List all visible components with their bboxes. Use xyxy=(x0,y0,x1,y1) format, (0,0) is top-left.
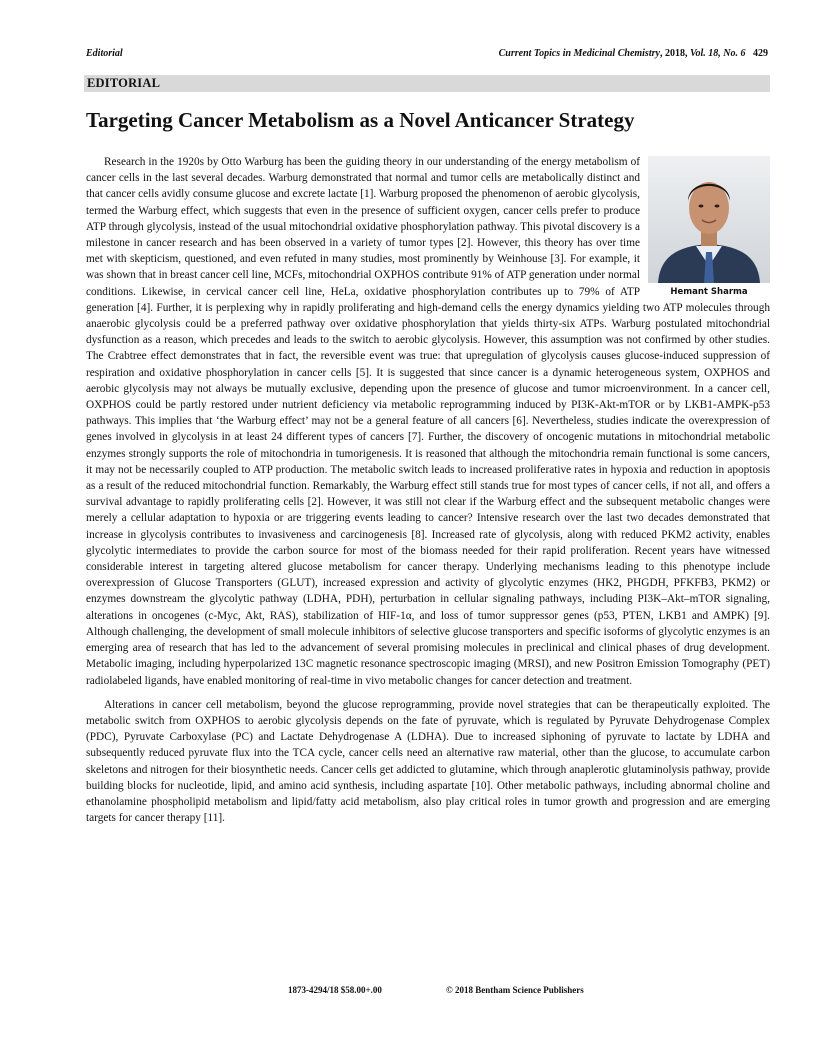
footer-copyright: © 2018 Bentham Science Publishers xyxy=(446,985,584,995)
journal-volume: Vol. 18, No. 6 xyxy=(689,48,746,59)
author-portrait-image xyxy=(648,156,770,283)
section-label: EDITORIAL xyxy=(87,76,161,90)
section-bar xyxy=(84,75,770,92)
author-photo xyxy=(648,156,770,298)
journal-name: Current Topics in Medicinal Chemistry xyxy=(498,48,660,59)
article-body xyxy=(86,154,770,834)
body-paragraph-2: Alterations in cancer cell metabolism, beyond the glucose reprogramming, provide novel strategies that can be therapeutically exploited. The metabolic switch from OXPHOS to aerobic glycolysis depends on the fate of pyruvate, which is regulated by Pyruvate Dehydrogenase Complex (PDC), Pyruvate Carboxylase (PC) and Lactate Dehydrogenase A (LDHA). Due to increased siphoning of pyruvate to lactate by LDHA and subsequently reduced pyruvate flux into the TCA cycle, cancer cells need an alternative raw material, other than the glucose, to accumulate carbon skeletons and nitrogen for their biosynthetic needs. Cancer cells get addicted to glutamine, which through anaplerotic glutaminolysis pathway, provide building blocks for nucleotide, lipid, and amino acid synthesis, including aspartate [10]. Other metabolic pathways, including abnormal choline and ethanolamine phospholipid metabolism and lipid/fatty acid metabolism, also play critical roles in tumor growth and progression and are emerging targets for cancer therapy [11]. xyxy=(86,698,770,825)
running-head-citation: Current Topics in Medicinal Chemistry, 2018, Vol. 18, No. 6 429 xyxy=(498,48,768,59)
page-number: 429 xyxy=(753,48,768,59)
author-photo-caption: Hemant Sharma xyxy=(670,287,748,297)
body-paragraph-1: Research in the 1920s by Otto Warburg has been the guiding theory in our understanding of the energy metabolism of cancer cells in the last several decades. Warburg demonstrated that normal and tumor cells are metabolically distinct and that cancer cells avidly consume glucose and excrete lactate [1]. Warburg proposed the phenomenon of aerobic glycolysis, termed the Warburg effect, which suggests that even in the presence of sufficient oxygen, cancer cells prefer to produce ATP through glycolysis, instead of the usual mitochondrial oxidative phosphorylation pathway. This pivotal discovery is a milestone in cancer research and has been observed in a variety of tumor types [2]. However, this theory has over time met with skepticism, questioned, and even refuted in many studies, most prominently by Weinhouse [3]. For example, it was shown that in breast cancer cell line, MCFs, mitochondrial OXPHOS contribute 91% of ATP generation under normal conditions. Likewise, in cervical cancer cell line, HeLa, oxidative phosphorylation contributes up to 79% of ATP generation [4]. Further, it is perplexing why in rapidly proliferating and high-demand cells the energy dynamics yielding two ATP molecules through anaerobic glycolysis could be a preferred pathway over oxidative phosphorylation that yields thirty-six ATPs. Warburg postulated mitochondrial dysfunction as a reason, which precedes and leads to the switch to aerobic glycolysis. However, this assumption was not confirmed by other studies. The Crabtree effect demonstrates that in fact, the reversible event was true: that upregulation of glycolysis causes glucose-induced suppression of respiration and oxidative phosphorylation in cancer cells [5]. It is suggested that since cancer is a dynamic heterogeneous system, OXPHOS and aerobic glycolysis may not always be mutually exclusive, depending upon the presence of glucose and tumor microenvironment. In a cancer cell, OXPHOS could be partly restored under nutrient deficiency via metabolic reprogramming induced by PI3K-Akt-mTOR or by LKB1-AMPK-p53 pathways. This implies that ‘the Warburg effect’ may not be a general feature of all cancers [6]. Nevertheless, studies indicate the overexpression of genes involved in glycolysis in at least 24 different types of cancers [7]. Further, the discovery of oncogenic mutations in mitochondrial metabolic enzymes strongly supports the role of mitochondria in tumorigenesis. It is reasoned that although the mitochondria remain functional is some cancers, it may not be necessarily coupled to ATP production. The metabolic switch leads to increased proliferative rates in hypoxia and reduction in apoptosis as a result of the reduced mitochondrial function. Remarkably, the Warburg effect still stands true for most types of cancer cells, if not all, and offers a survival advantage to rapidly proliferating cells [2]. However, it was still not clear if the Warburg effect and the subsequent metabolic changes were merely a cellular adaptation to hypoxia or are triggering events leading to cancer? Intensive research over the last two decades demonstrated that increase in glycolysis contributes to invasiveness and carcinogenesis [8]. Increased rate of glycolysis, along with reduced PKM2 activity, enables glycolytic intermediates to provide the carbon source for most of the biomass needed for their rapid proliferation. Recent years have witnessed considerable interest in targeting altered glucose metabolism for cancer therapy. Underlying mechanisms leading to this phenotype include overexpression of Glucose Transporters (GLUT), increased expression and activity of glycolytic enzymes (HK2, PHGDH, PFKFB3, PKM2) or enzymes downstream the glycolytic pathway (LDHA, PDH), perturbation in cellular signaling pathways, including PI3K–Akt–mTOR signaling, alterations in oncogenes (c-Myc, Akt, RAS), stabilization of HIF-1α, and loss of tumor suppressor genes (p53, PTEN, LKB1 and AMPK) [9]. Although challenging, the development of small molecule inhibitors of selective glucose transporters and specific isoforms of glycolytic enzymes is an emerging area of research that has led to the advancement of several promising molecules in preclinical and clinical phases of drug development. Metabolic imaging, including hyperpolarized 13C magnetic resonance spectroscopic imaging (MRSI), and new Positron Emission Tomography (PET) radiolabeled ligands, have enabled monitoring of real-time in vivo metabolic changes for cancer detection and treatment. xyxy=(86,156,770,687)
footer-issn-price: 1873-4294/18 $58.00+.00 xyxy=(288,985,382,995)
running-head-section: Editorial xyxy=(86,48,123,59)
journal-year: 2018 xyxy=(664,48,685,59)
article-title: Targeting Cancer Metabolism as a Novel Anticancer Strategy xyxy=(86,108,635,132)
